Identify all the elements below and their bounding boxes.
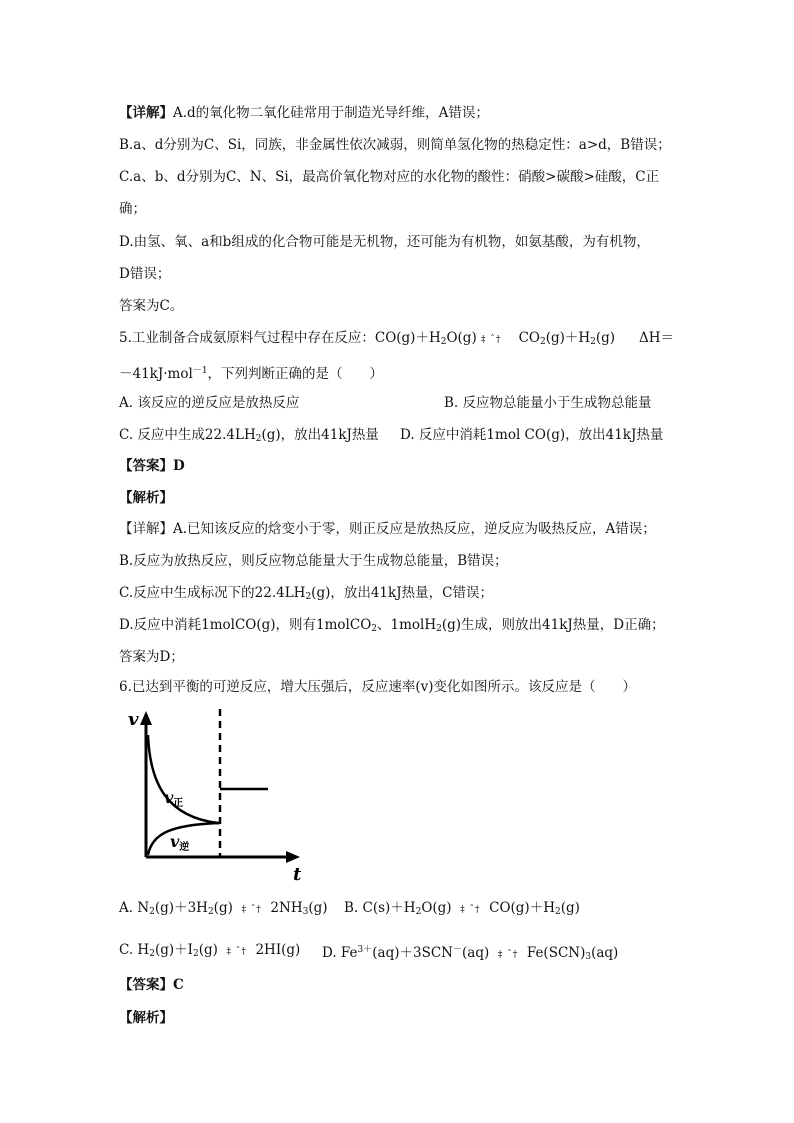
detail-part: (g)，放出41kJ热量，C错误； <box>311 585 493 601</box>
detail-part: D.反应中消耗1molCO(g)，则有1molCO <box>119 617 372 633</box>
option-part: O(g) <box>421 900 452 916</box>
q5-stem-part: ，下列判断正确的是（ ） <box>207 366 384 382</box>
detail-part: C.反应中生成标况下的22.4LH <box>119 585 306 601</box>
option-part: 2HI(g) <box>255 942 301 958</box>
q4-detail-a <box>119 104 489 122</box>
q4-detail-c1: C.a、b、d分别为C、N、Si，最高价氧化物对应的水化物的酸性：硝酸>碳酸>硅酸，C正 <box>119 169 660 185</box>
superscript: －1 <box>192 366 208 376</box>
subscript: 2 <box>554 907 561 917</box>
q4-detail-a-text: A.d的氧化物二氧化硅常用于制造光导纤维，A错误； <box>173 105 489 121</box>
subscript: 2 <box>149 907 155 917</box>
subscript: 2 <box>440 337 447 347</box>
option-part: (aq) <box>462 945 490 961</box>
y-axis-arrow-icon <box>140 711 152 725</box>
subscript: 2 <box>539 337 546 347</box>
q5-stem-part: －41kJ·mol <box>119 366 193 382</box>
q5-stem-part: CO <box>518 330 540 346</box>
q6-answer-tag: 【答案】C <box>119 977 184 993</box>
q4-detail-c2: 确； <box>119 201 146 217</box>
q5-option-a: A. 该反应的逆反应是放热反应 <box>119 395 300 411</box>
q4-detail-d1: D.由氢、氧、a和b组成的化合物可能是无机物，还可能为有机物，如氨基酸，为有机物， <box>119 234 650 250</box>
subscript: 2 <box>192 949 199 959</box>
q5-option-c <box>119 426 379 448</box>
q6-option-b <box>344 899 580 921</box>
equilibrium-arrow-icon: ‡ ˆ† <box>241 905 262 915</box>
rate-time-graph <box>128 705 308 885</box>
q5-stem-part: O(g) <box>446 330 477 346</box>
option-part: (g) <box>560 900 580 916</box>
q4-answer: 答案为C。 <box>119 298 184 314</box>
subscript: 2 <box>255 434 262 444</box>
option-part: C. H <box>119 942 150 958</box>
option-part: (aq) <box>591 945 619 961</box>
subscript: 2 <box>590 337 596 347</box>
equilibrium-arrow-icon: ‡ ˆ† <box>226 947 247 957</box>
option-part: B. C(s)＋H <box>344 900 416 916</box>
option-part: (g)，放出41kJ热量 <box>261 427 379 443</box>
detail-tag: 【详解】 <box>119 105 173 121</box>
option-part: 2NH <box>270 900 303 916</box>
superscript: － <box>453 945 463 955</box>
option-part: CO(g)＋H <box>489 900 555 916</box>
detail-part: (g)生成，则放出41kJ热量，D正确； <box>441 617 665 633</box>
q5-option-d: D. 反应中消耗1mol CO(g)，放出41kJ热量 <box>400 427 664 443</box>
q5-option-b: B. 反应物总能量小于生成物总能量 <box>444 395 652 411</box>
q6-option-c <box>119 941 300 963</box>
q5-stem-line1 <box>119 329 615 351</box>
forward-rate-label: v正 <box>164 788 184 809</box>
superscript: 3＋ <box>357 945 373 955</box>
q6-option-a <box>119 899 328 921</box>
subscript: 2 <box>207 907 214 917</box>
q6-option-d <box>322 941 618 966</box>
detail-part: 、1molH <box>377 617 437 633</box>
q5-detail-c <box>119 584 493 606</box>
q4-detail-b: B.a、d分别为C、Si，同族，非金属性依次减弱，则简单氢化物的热稳定性：a>d，B错误； <box>119 137 671 153</box>
subscript: 2 <box>305 592 312 602</box>
q5-stem-line2 <box>119 362 383 383</box>
subscript: 2 <box>415 907 422 917</box>
equilibrium-arrow-icon: ‡ ˆ† <box>460 905 481 915</box>
subscript: 2 <box>371 624 378 634</box>
q5-delta-h: ΔH＝ <box>639 330 675 346</box>
x-axis-label: t <box>293 864 302 885</box>
q5-stem-part: (g) <box>595 330 616 346</box>
q5-answer-tag: 【答案】D <box>119 458 185 474</box>
q4-detail-d2: D错误； <box>119 266 171 282</box>
option-part: (g) <box>198 942 218 958</box>
option-part: (g)＋I <box>154 942 193 958</box>
option-part: (g) <box>213 900 233 916</box>
subscript: 3 <box>585 952 592 962</box>
equilibrium-arrow-icon: ‡ ˆ† <box>481 335 502 345</box>
option-part: (g)＋3H <box>154 900 208 916</box>
q6-stem: 6.已达到平衡的可逆反应，增大压强后，反应速率(v)变化如图所示。该反应是（ ） <box>119 679 637 695</box>
q5-answer: 答案为D； <box>119 649 184 665</box>
option-part: Fe(SCN) <box>526 945 586 961</box>
forward-rate-curve <box>148 735 219 823</box>
option-part: D. Fe <box>322 945 358 961</box>
q6-analysis-tag: 【解析】 <box>119 1010 173 1026</box>
reverse-rate-label: v逆 <box>170 832 190 853</box>
equilibrium-arrow-icon: ‡ ˆ† <box>497 950 519 960</box>
option-part: A. N <box>119 900 150 916</box>
subscript: 3 <box>302 907 309 917</box>
subscript: 2 <box>436 624 442 634</box>
q5-detail-a: 【详解】A.已知该反应的焓变小于零，则正反应是放热反应，逆反应为吸热反应，A错误； <box>119 521 656 537</box>
q5-stem-part: 5.工业制备合成氨原料气过程中存在反应：CO(g)＋H <box>119 330 441 346</box>
q5-detail-b: B.反应为放热反应，则反应物总能量大于生成物总能量，B错误； <box>119 553 508 569</box>
q5-detail-d <box>119 616 665 638</box>
option-part: (g) <box>308 900 328 916</box>
option-part: (aq)＋3SCN <box>372 945 453 961</box>
q5-stem-part: (g)＋H <box>545 330 591 346</box>
x-axis-arrow-icon <box>286 851 300 863</box>
subscript: 2 <box>149 949 155 959</box>
y-axis-label: v <box>128 709 139 730</box>
option-part: C. 反应中生成22.4LH <box>119 427 256 443</box>
q5-analysis-tag: 【解析】 <box>119 490 173 506</box>
